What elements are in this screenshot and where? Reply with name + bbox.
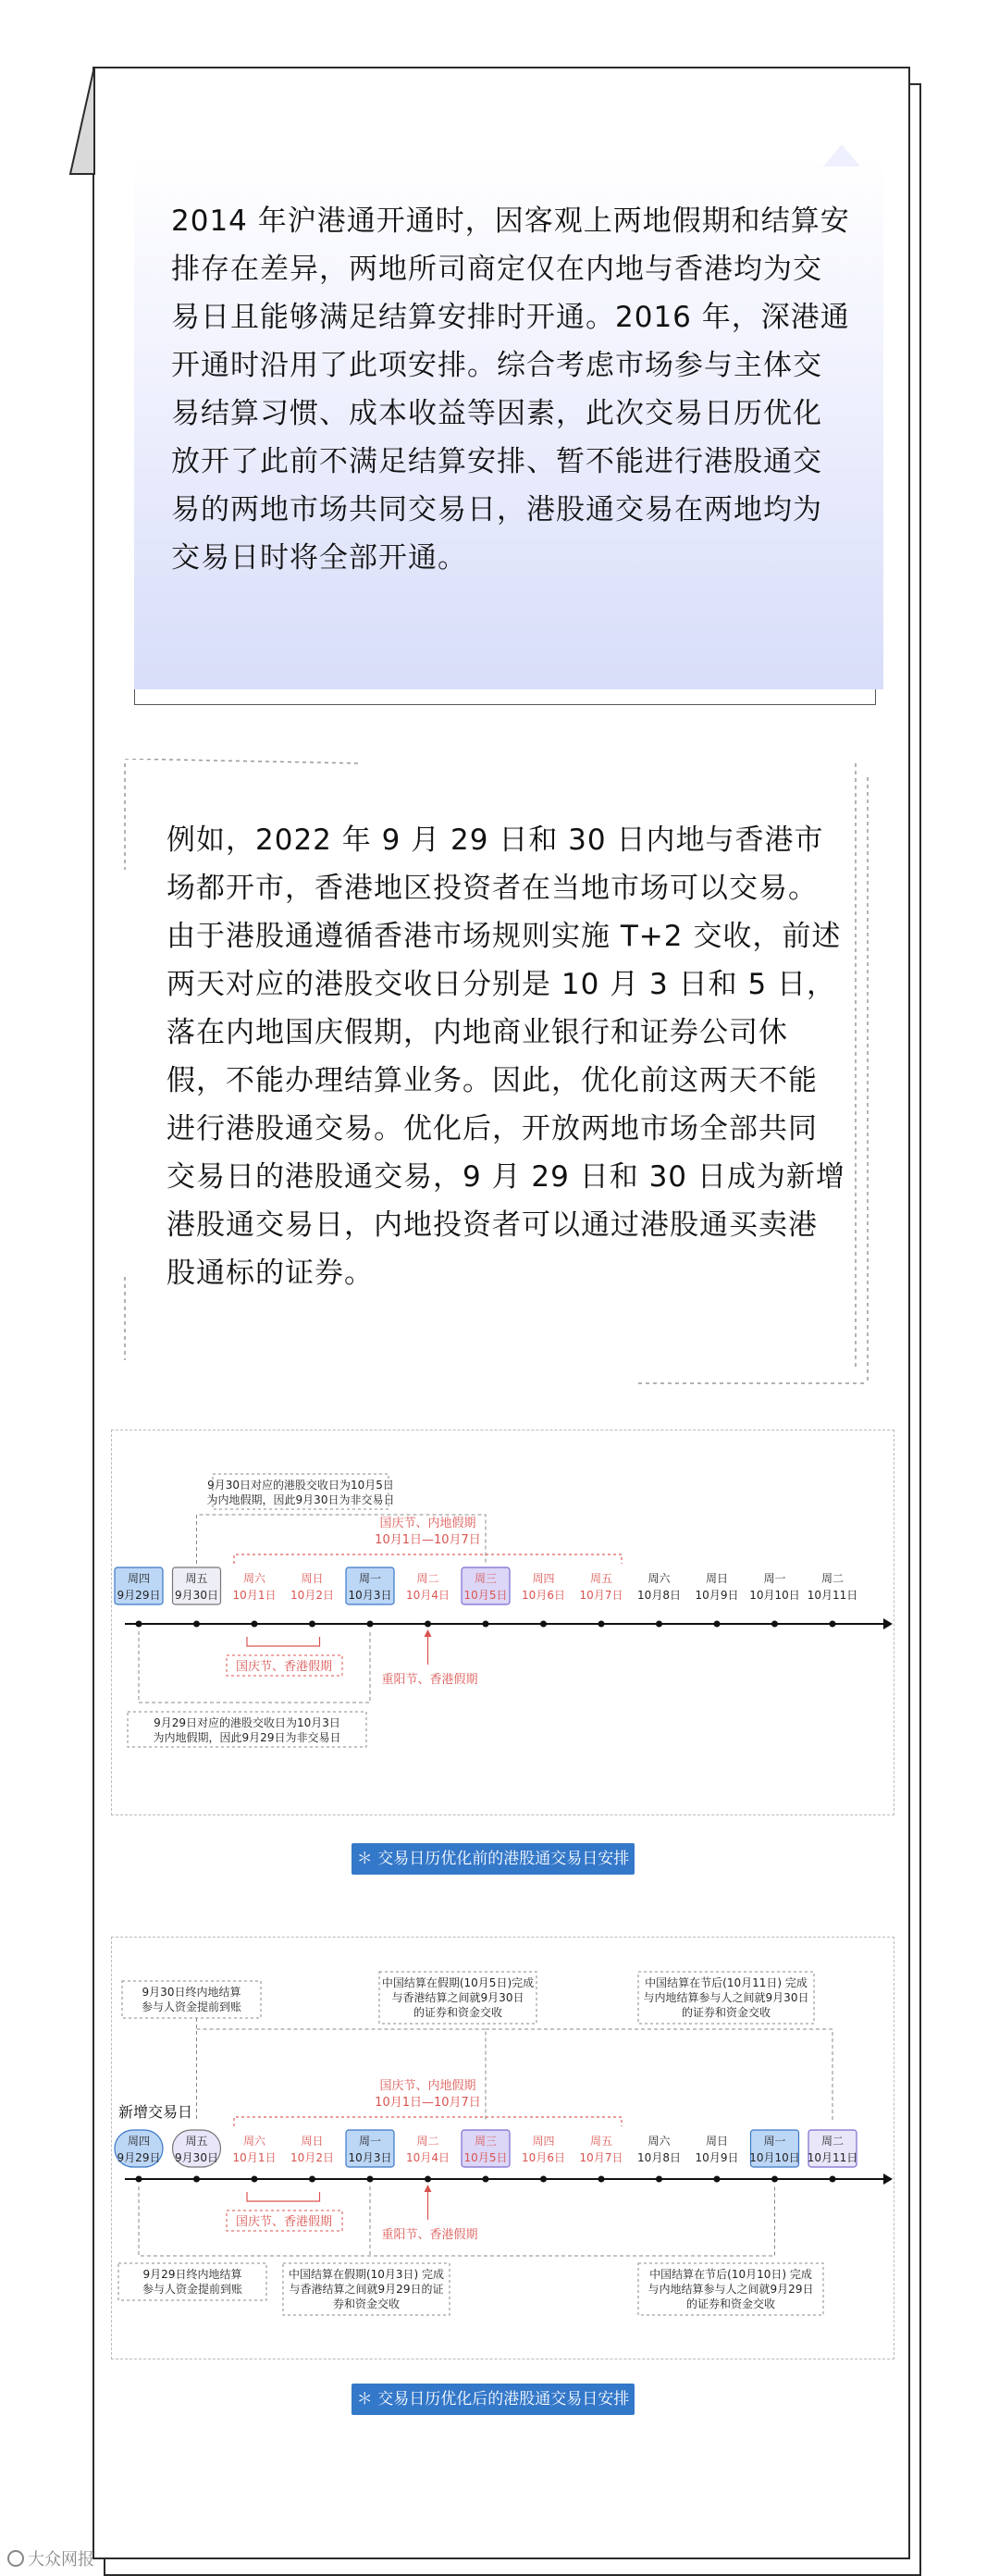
- hk-holiday-label-2: 重阳节、香港假期: [381, 2228, 478, 2242]
- date-label: 10月8日: [637, 2151, 681, 2164]
- holiday-label-2: 10月1日—10月7日: [375, 2096, 481, 2110]
- date-weekday: 周五: [589, 2135, 613, 2148]
- note-tc-line-3: 的证券和资金交收: [413, 2006, 503, 2019]
- note-tl-line-2: 参与人资金提前到账: [141, 2000, 242, 2013]
- date-weekday: 周五: [185, 1572, 208, 1585]
- hk-holiday-bracket: [247, 2192, 320, 2201]
- date-label: 10月1日: [232, 1589, 277, 1602]
- paragraph1-text: 2014 年沪港通开通时，因客观上两地假期和结算安排存在差异，两地所司商定仅在内地与香港均为交易日且能够满足结算安排时开通。2016 年，深港通开通时沿用了此项安排。综合考虑市场参与主体交易结算习惯、成本收益等因素，此次交易日历优化放开了此前不满足结算安排、暂不能进行港股通交易的两地市场共同交易日，港股通交易在两地均为交易日时将全部开通。: [171, 204, 850, 575]
- date-label: 10月6日: [522, 1589, 565, 1602]
- date-weekday: 周二: [416, 1572, 439, 1585]
- axis-tick: [193, 2176, 200, 2183]
- date-label: 10月3日: [348, 1589, 392, 1602]
- note-top-line-2: 为内地假期，因此9月30日为非交易日: [206, 1493, 395, 1506]
- paragraph1-corner-tab: [814, 141, 870, 168]
- timeline-axis-arrow: [883, 1618, 893, 1629]
- note-br-line-3: 的证券和资金交收: [685, 2297, 776, 2310]
- date-label: 10月1日: [232, 2151, 277, 2164]
- axis-tick: [830, 1621, 836, 1628]
- axis-tick: [540, 1621, 547, 1628]
- date-weekday: 周六: [648, 1572, 671, 1585]
- page-fold-corner: [68, 67, 96, 178]
- holiday-label-2: 10月1日—10月7日: [375, 1533, 481, 1547]
- date-label: 9月30日: [175, 2151, 218, 2164]
- axis-tick: [425, 1621, 431, 1628]
- note-bottom-line-1: 9月29日对应的港股交收日为10月3日: [154, 1716, 340, 1729]
- watermark-icon: [7, 2550, 24, 2567]
- date-label: 10月3日: [348, 2151, 392, 2164]
- note-top-line-1: 9月30日对应的港股交收日为10月5日: [207, 1479, 394, 1492]
- note-bc-line-2: 与香港结算之间就9月29日的证: [289, 2283, 444, 2296]
- axis-tick: [483, 2176, 489, 2183]
- axis-tick: [598, 1621, 605, 1628]
- date-weekday: 周二: [416, 2135, 439, 2148]
- note-tr-line-1: 中国结算在节后(10月11日) 完成: [645, 1976, 808, 1989]
- axis-tick: [309, 1621, 315, 1628]
- date-weekday: 周四: [532, 2135, 555, 2148]
- date-weekday: 周三: [474, 2135, 498, 2148]
- axis-tick: [771, 1621, 778, 1628]
- date-label: 10月11日: [807, 1589, 858, 1602]
- date-label: 10月5日: [463, 1589, 508, 1602]
- axis-tick: [136, 1621, 142, 1628]
- note-tr-line-3: 的证券和资金交收: [681, 2006, 771, 2019]
- note-bl-line-2: 参与人资金提前到账: [142, 2283, 243, 2296]
- date-label: 10月10日: [749, 2151, 800, 2164]
- note-tl-line-1: 9月30日终内地结算: [142, 1986, 241, 1999]
- holiday-bracket: [234, 1554, 622, 1564]
- date-weekday: 周四: [532, 1572, 555, 1585]
- axis-tick: [598, 2176, 605, 2183]
- date-weekday: 周一: [358, 2135, 382, 2148]
- note-bc-line-3: 券和资金交收: [332, 2297, 401, 2310]
- timeline-before-caption: ＊ 交易日历优化前的港股通交易日安排: [352, 1843, 635, 1875]
- date-weekday: 周一: [763, 2135, 786, 2148]
- date-label: 10月6日: [522, 2151, 565, 2164]
- hk-holiday-bracket: [247, 1637, 320, 1646]
- holiday-bracket: [234, 2117, 622, 2126]
- date-weekday: 周日: [705, 2135, 729, 2148]
- watermark-text: 大众网报: [28, 2550, 94, 2570]
- date-weekday: 周日: [301, 2135, 324, 2148]
- new-trading-day-label: 新增交易日: [118, 2103, 193, 2121]
- note-tc-line-1: 中国结算在假期(10月5日)完成: [381, 1976, 535, 1989]
- date-label: 10月7日: [579, 1589, 623, 1602]
- date-label: 10月10日: [749, 1589, 800, 1602]
- date-weekday: 周六: [242, 2135, 266, 2148]
- note-br-line-2: 与内地结算参与人之间就9月29日: [648, 2283, 814, 2296]
- date-weekday: 周一: [358, 1572, 382, 1585]
- date-weekday: 周日: [301, 1572, 324, 1585]
- date-label: 10月8日: [637, 1589, 681, 1602]
- axis-tick: [252, 2176, 258, 2183]
- date-weekday: 周二: [820, 1572, 845, 1585]
- axis-tick: [714, 2176, 721, 2183]
- axis-tick: [136, 2176, 142, 2183]
- date-label: 9月29日: [117, 2151, 161, 2164]
- axis-tick: [193, 1621, 200, 1628]
- holiday-label-1: 国庆节、内地假期: [379, 2079, 476, 2093]
- timeline-axis-arrow: [883, 2174, 893, 2185]
- date-label: 10月2日: [290, 1589, 334, 1602]
- date-weekday: 周二: [820, 2135, 845, 2148]
- timeline-after: [111, 1937, 893, 2358]
- hk-holiday-arrowhead: [425, 2185, 432, 2192]
- axis-tick: [656, 2176, 662, 2183]
- note-bc-line-1: 中国结算在假期(10月3日) 完成: [288, 2268, 445, 2281]
- axis-tick: [309, 2176, 315, 2183]
- date-label: 10月2日: [290, 2151, 334, 2164]
- date-label: 10月7日: [579, 2151, 623, 2164]
- date-label: 9月29日: [117, 1589, 161, 1602]
- date-label: 10月4日: [406, 2151, 450, 2164]
- date-label: 10月9日: [695, 2151, 739, 2164]
- axis-tick: [771, 2176, 778, 2183]
- note-tc-line-2: 与香港结算之间就9月30日: [391, 1991, 524, 2004]
- hk-holiday-label-1: 国庆节、香港假期: [235, 2215, 333, 2229]
- note-bl-line-1: 9月29日终内地结算: [142, 2268, 242, 2281]
- paragraph2-text: 例如，2022 年 9 月 29 日和 30 日内地与香港市场都开市，香港地区投资者在当地市场可以交易。由于港股通遵循香港市场规则实施 T+2 交收，前述两天对应的港股交收日分别是 10 月 3 日和 5 日，落在内地国庆假期，内地商业银行和证券公司休假，不能办理结算业务。因此，优化前这两天不能进行港股通交易。优化后，开放两地市场全部共同交易日的港股通交易，9 月 29 日和 30 日成为新增港股通交易日，内地投资者可以通过港股通买卖港股通标的证券。: [166, 824, 845, 1290]
- date-weekday: 周六: [648, 2135, 671, 2148]
- timeline-before: [111, 1430, 893, 1814]
- timeline-after-caption: ＊ 交易日历优化后的港股通交易日安排: [352, 2384, 635, 2415]
- note-br-line-1: 中国结算在节后(10月10日) 完成: [649, 2268, 812, 2281]
- axis-tick: [425, 2176, 431, 2183]
- connector-tr: [486, 2029, 832, 2122]
- axis-tick: [656, 1621, 662, 1628]
- date-weekday: 周一: [763, 1572, 786, 1585]
- date-label: 9月30日: [175, 1589, 218, 1602]
- hk-holiday-label-2: 重阳节、香港假期: [381, 1673, 478, 1687]
- date-label: 10月11日: [807, 2151, 858, 2164]
- axis-tick: [830, 2176, 836, 2183]
- date-label: 10月4日: [406, 1589, 450, 1602]
- axis-tick: [714, 1621, 721, 1628]
- date-weekday: 周四: [127, 2135, 151, 2148]
- hk-holiday-arrowhead: [425, 1629, 432, 1637]
- axis-tick: [367, 1621, 374, 1628]
- axis-tick: [252, 1621, 258, 1628]
- note-bottom-line-2: 为内地假期，因此9月29日为非交易日: [153, 1731, 341, 1744]
- date-weekday: 周日: [705, 1572, 729, 1585]
- axis-tick: [483, 1621, 489, 1628]
- date-weekday: 周六: [242, 1572, 266, 1585]
- date-label: 10月5日: [463, 2151, 508, 2164]
- date-weekday: 周五: [185, 2135, 208, 2148]
- hk-holiday-label-1: 国庆节、香港假期: [235, 1660, 333, 1674]
- holiday-label-1: 国庆节、内地假期: [379, 1517, 476, 1530]
- axis-tick: [540, 2176, 547, 2183]
- axis-tick: [367, 2176, 374, 2183]
- date-weekday: 周三: [474, 1572, 498, 1585]
- date-weekday: 周五: [589, 1572, 613, 1585]
- watermark: [7, 2546, 94, 2570]
- connector-bottom: [139, 2186, 775, 2256]
- note-tr-line-2: 与内地结算参与人之间就9月30日: [643, 1991, 809, 2004]
- date-label: 10月9日: [695, 1589, 739, 1602]
- date-weekday: 周四: [127, 1572, 151, 1585]
